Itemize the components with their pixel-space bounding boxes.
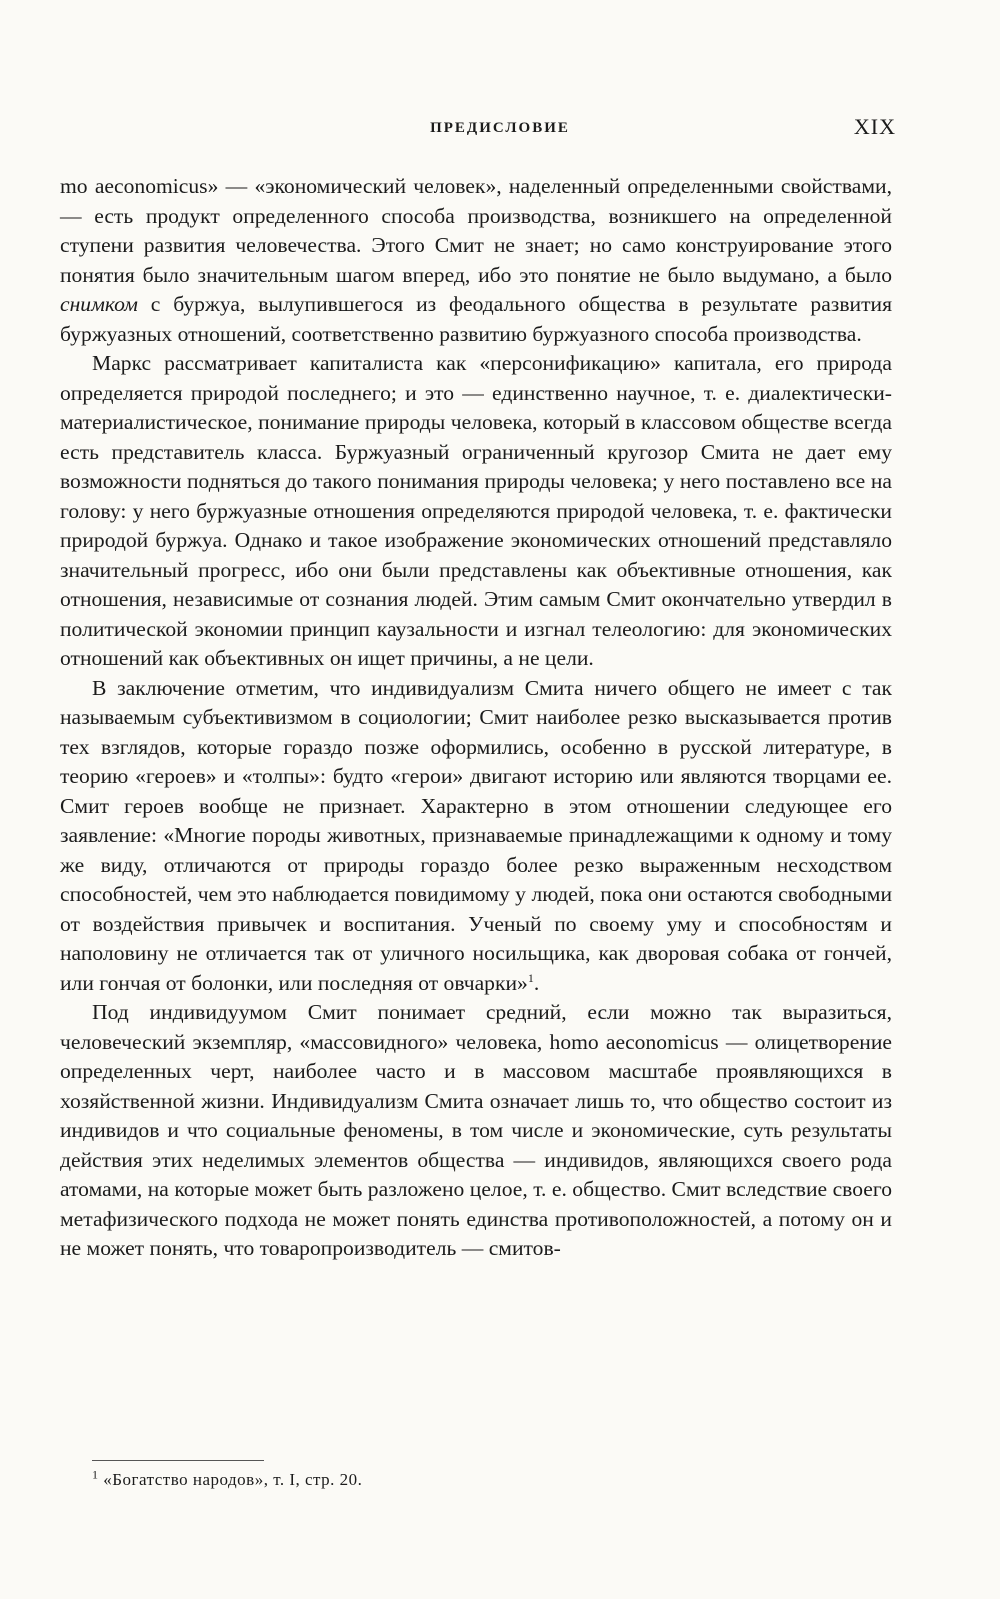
paragraph-3 — [60, 674, 892, 999]
paragraph-1-part-a: mo aeconomicus» — «экономический человек», наделенный определенными свойствами, — есть продукт определенного способа производства, возникшего на определенной ступени развития человечества. Этого Смит не знает; но само конструирование этого понятия было значительным шагом вперед, ибо это понятие не было выдумано, а было — [60, 174, 892, 287]
paragraph-3-text: В заключение отметим, что индивидуализм Смита ничего общего не имеет с так называемым субъективизмом в социологии; Смит наиболее резко высказывается против тех взглядов, которые гораздо позже оформились, особенно в русской литературе, в теорию «героев» и «толпы»: будто «герои» двигают историю или являются творцами ее. Смит героев вообще не признает. Характерно в этом отношении следующее его заявление: «Многие породы животных, признаваемые принадлежащими к одному и тому же виду, отличаются от природы гораздо более резко выраженным несходством способностей, чем это наблюдается повидимому у людей, пока они остаются свободными от воздействия привычек и воспитания. Ученый по своему уму и способностям и наполовину не отличается так от уличного носильщика, как дворовая собака от гончей, или гончая от болонки, или последняя от овчарки» — [60, 675, 892, 995]
paragraph-4: Под индивидуумом Смит понимает средний, если можно так выразиться, человеческий экземпляр, «массовидного» человека, homo aeconomicus — олицетворение определенных черт, наиболее часто и в массовом масштабе проявляющихся в хозяйственной жизни. Индивидуализм Смита означает лишь то, что общество состоит из индивидов и что социальные феномены, в том числе и экономические, суть результаты действия этих неделимых элементов общества — индивидов, являющихся своего рода атомами, на которые может быть разложено целое, т. е. общество. Смит вследствие своего метафизического подхода не может понять единства противоположностей, а потому он и не может понять, что товаропроизводитель — смитов- — [60, 1000, 892, 1260]
emphasis-snimkom: снимком — [60, 292, 138, 316]
footnote-divider — [92, 1460, 264, 1461]
running-header: ПРЕДИСЛОВИЕ — [430, 120, 570, 136]
footnote-marker: 1 — [92, 1467, 99, 1482]
footnote-ref: 1 — [527, 970, 534, 985]
page-number: XIX — [853, 114, 896, 139]
paragraph-1-part-b: с буржуа, вылупившегося из феодального общества в результате развития буржуазных отношений, соответственно развитию буржуазного способа производства. — [60, 292, 892, 346]
paragraph-1 — [60, 172, 892, 349]
paragraph-3-end: . — [533, 970, 540, 995]
footnote-text: «Богатство народов», т. I, стр. 20. — [98, 1470, 363, 1489]
footnote — [92, 1467, 363, 1490]
paragraph-2: Маркс рассматривает капиталиста как «персонификацию» капитала, его природа определяется природой последнего; и это — единственно научное, т. е. диалектически-материалистическое, понимание природы человека, который в классовом обществе всегда есть представитель класса. Буржуазный ограниченный кругозор Смита не дает ему возможности подняться до такого понимания природы человека; у него поставлено все на голову: у него буржуазные отношения определяются природой человека, т. е. фактически природой буржуа. Однако и такое изображение экономических отношений представляло значительный прогресс, ибо они были представлены как объективные отношения, как отношения, независимые от сознания людей. Этим самым Смит окончательно утвердил в политической экономии принцип каузальности и изгнал телеологию: для экономических отношений как объективных он ищет причины, а не цели. — [60, 351, 892, 670]
body-text — [60, 172, 892, 1264]
